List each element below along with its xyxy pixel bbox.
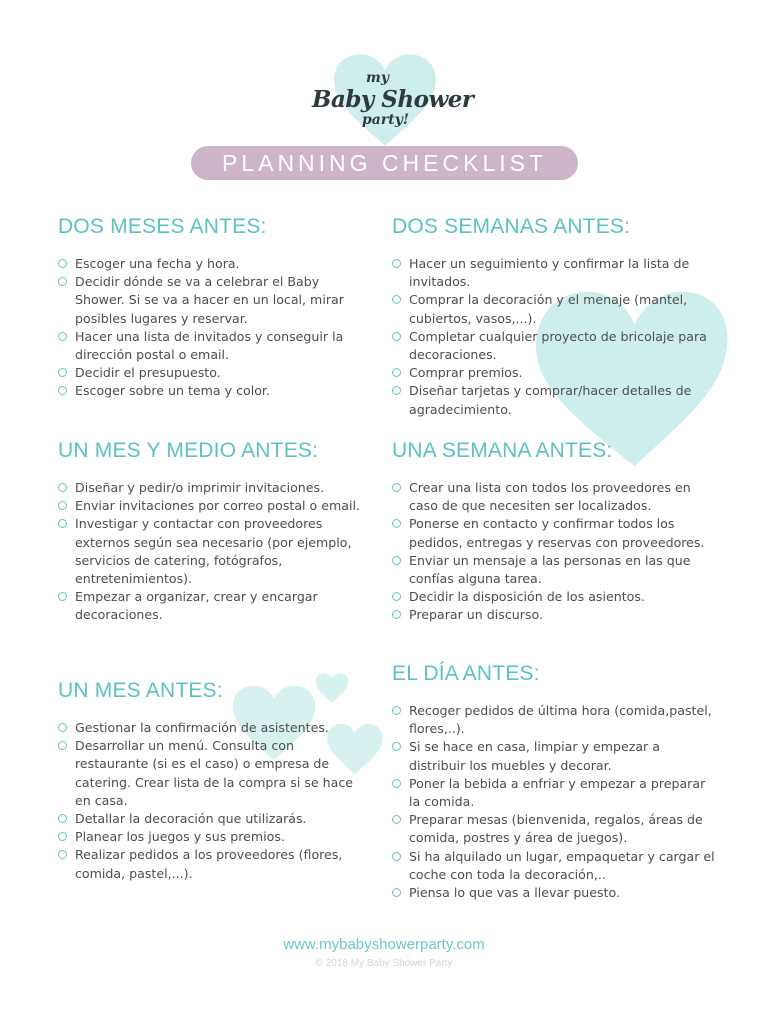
circle-bullet-icon <box>58 259 67 268</box>
circle-bullet-icon <box>392 259 401 268</box>
checklist <box>392 702 717 902</box>
checklist-item: Preparar un discurso. <box>392 606 717 624</box>
circle-bullet-icon <box>58 483 67 492</box>
checklist <box>392 255 717 419</box>
circle-bullet-icon <box>58 814 67 823</box>
checklist-item: Gestionar la confirmación de asistentes. <box>58 719 368 737</box>
section-un-mes <box>58 679 368 883</box>
circle-bullet-icon <box>392 368 401 377</box>
circle-bullet-icon <box>392 386 401 395</box>
circle-bullet-icon <box>58 741 67 750</box>
logo-text-main: Baby Shower <box>312 86 474 113</box>
circle-bullet-icon <box>58 519 67 528</box>
checklist-item: Hacer una lista de invitados y conseguir la dirección postal o email. <box>58 328 368 364</box>
circle-bullet-icon <box>58 501 67 510</box>
section-dos-meses <box>58 215 368 401</box>
circle-bullet-icon <box>58 832 67 841</box>
checklist-item: Crear una lista con todos los proveedores en caso de que necesiten ser localizados. <box>392 479 717 515</box>
copyright-text: © 2018 My Baby Shower Party <box>315 958 453 969</box>
checklist-item: Piensa lo que vas a llevar puesto. <box>392 884 717 902</box>
checklist-item: Si se hace en casa, limpiar y empezar a distribuir los muebles y decorar. <box>392 738 717 774</box>
checklist-item: Empezar a organizar, crear y encargar decoraciones. <box>58 588 368 624</box>
checklist-item: Comprar premios. <box>392 364 717 382</box>
checklist-item: Diseñar tarjetas y comprar/hacer detalles de agradecimiento. <box>392 382 717 418</box>
circle-bullet-icon <box>58 723 67 732</box>
section-heading: DOS SEMANAS ANTES: <box>392 215 631 238</box>
checklist-item: Decidir la disposición de los asientos. <box>392 588 717 606</box>
checklist <box>58 479 368 625</box>
circle-bullet-icon <box>392 556 401 565</box>
circle-bullet-icon <box>58 368 67 377</box>
section-heading: EL DÍA ANTES: <box>392 662 540 685</box>
checklist-item: Escoger sobre un tema y color. <box>58 382 368 400</box>
checklist-item: Poner la bebida a enfriar y empezar a preparar la comida. <box>392 775 717 811</box>
checklist-item: Desarrollar un menú. Consulta con restaurante (si es el caso) o empresa de catering. Crear lista de la compra si se hace en casa. <box>58 737 368 810</box>
circle-bullet-icon <box>58 592 67 601</box>
section-dos-semanas <box>392 215 717 419</box>
title-banner <box>191 146 578 180</box>
circle-bullet-icon <box>58 277 67 286</box>
circle-bullet-icon <box>392 332 401 341</box>
checklist-item: Planear los juegos y sus premios. <box>58 828 368 846</box>
circle-bullet-icon <box>392 706 401 715</box>
checklist-item: Decidir el presupuesto. <box>58 364 368 382</box>
circle-bullet-icon <box>392 742 401 751</box>
checklist <box>58 255 368 401</box>
checklist-item: Recoger pedidos de última hora (comida,pastel, flores,..). <box>392 702 717 738</box>
checklist-item: Comprar la decoración y el menaje (mantel, cubiertos, vasos,...). <box>392 291 717 327</box>
checklist <box>392 479 717 625</box>
section-heading: UN MES ANTES: <box>58 679 223 702</box>
section-heading: UNA SEMANA ANTES: <box>392 439 613 462</box>
circle-bullet-icon <box>392 888 401 897</box>
website-link[interactable]: www.mybabyshowerparty.com <box>283 936 485 953</box>
section-heading: UN MES Y MEDIO ANTES: <box>58 439 319 462</box>
checklist-item: Detallar la decoración que utilizarás. <box>58 810 368 828</box>
checklist-item: Preparar mesas (bienvenida, regalos, áreas de comida, postres y área de juegos). <box>392 811 717 847</box>
page-title: PLANNING CHECKLIST <box>221 149 548 176</box>
circle-bullet-icon <box>392 779 401 788</box>
logo-text-party: party! <box>362 112 409 128</box>
checklist-item: Diseñar y pedir/o imprimir invitaciones. <box>58 479 368 497</box>
section-una-semana <box>392 439 717 625</box>
logo-text-my: my <box>366 70 389 86</box>
circle-bullet-icon <box>392 852 401 861</box>
checklist-item: Investigar y contactar con proveedores externos según sea necesario (por ejemplo, servicios de catering, fotógrafos, entretenimientos). <box>58 515 368 588</box>
checklist-item: Decidir dónde se va a celebrar el Baby Shower. Si se va a hacer en un local, mirar posibles lugares y reservar. <box>58 273 368 328</box>
circle-bullet-icon <box>392 519 401 528</box>
circle-bullet-icon <box>392 815 401 824</box>
section-heading: DOS MESES ANTES: <box>58 215 267 238</box>
checklist-item: Si ha alquilado un lugar, empaquetar y cargar el coche con toda la decoración,.. <box>392 848 717 884</box>
checklist <box>58 719 368 883</box>
section-dia-antes <box>392 662 717 902</box>
section-mes-y-medio <box>58 439 368 625</box>
circle-bullet-icon <box>392 483 401 492</box>
circle-bullet-icon <box>58 850 67 859</box>
circle-bullet-icon <box>392 592 401 601</box>
circle-bullet-icon <box>58 386 67 395</box>
checklist-item: Completar cualquier proyecto de bricolaje para decoraciones. <box>392 328 717 364</box>
circle-bullet-icon <box>392 610 401 619</box>
checklist-item: Realizar pedidos a los proveedores (flores, comida, pastel,...). <box>58 846 368 882</box>
checklist-item: Escoger una fecha y hora. <box>58 255 368 273</box>
circle-bullet-icon <box>392 295 401 304</box>
checklist-item: Enviar un mensaje a las personas en las que confías alguna tarea. <box>392 552 717 588</box>
checklist-item: Enviar invitaciones por correo postal o email. <box>58 497 368 515</box>
checklist-item: Ponerse en contacto y confirmar todos los pedidos, entregas y reservas con proveedores. <box>392 515 717 551</box>
circle-bullet-icon <box>58 332 67 341</box>
checklist-item: Hacer un seguimiento y confirmar la lista de invitados. <box>392 255 717 291</box>
